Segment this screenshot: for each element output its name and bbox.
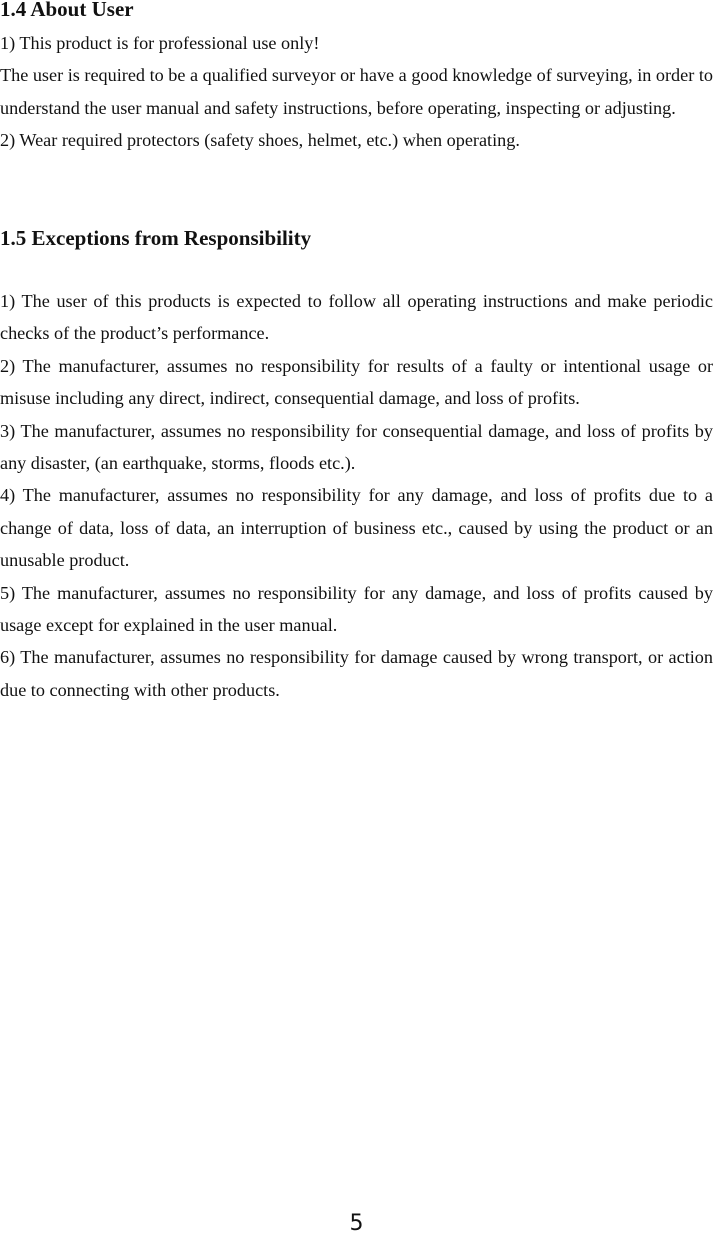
exceptions-item-1: 1) The user of this products is expected to follow all operating instructions and make periodic checks of the product’s performance. [0,291,713,344]
about-user-item-1: 1) This product is for professional use only! [0,33,320,53]
page-number: 5 [349,1211,364,1236]
section-title-exceptions: 1.5 Exceptions from Responsibility [0,226,312,250]
about-user-item-2: 2) Wear required protectors (safety shoes, helmet, etc.) when operating. [0,130,520,151]
exceptions-item-2: 2) The manufacturer, assumes no responsibility for results of a faulty or intentional usage or misuse including any direct, indirect, consequential damage, and loss of profits. [0,355,713,409]
exceptions-item-5: 5) The manufacturer, assumes no responsibility for any damage, and loss of profits caused by usage except for explained in the user manual. [0,582,713,636]
about-user-body [0,27,713,157]
exceptions-item-4: 4) The manufacturer, assumes no responsibility for any damage, and loss of profits due to a change of data, loss of data, an interruption of business etc., caused by using the product or an unusable product. [0,485,713,571]
exceptions-item-6: 6) The manufacturer, assumes no responsibility for damage caused by wrong transport, or action due to connecting with other products. [0,647,713,700]
exceptions-item-3: 3) The manufacturer, assumes no responsibility for consequential damage, and loss of profits by any disaster, (an earthquake, storms, floods etc.). [0,420,713,474]
section-title-about-user: 1.4 About User [0,0,134,21]
about-user-item-1-detail: The user is required to be a qualified surveyor or have a good knowledge of surveying, in order to understand the user manual and safety instructions, before operating, inspecting or adjusting. [0,65,713,118]
exceptions-body [0,285,713,706]
